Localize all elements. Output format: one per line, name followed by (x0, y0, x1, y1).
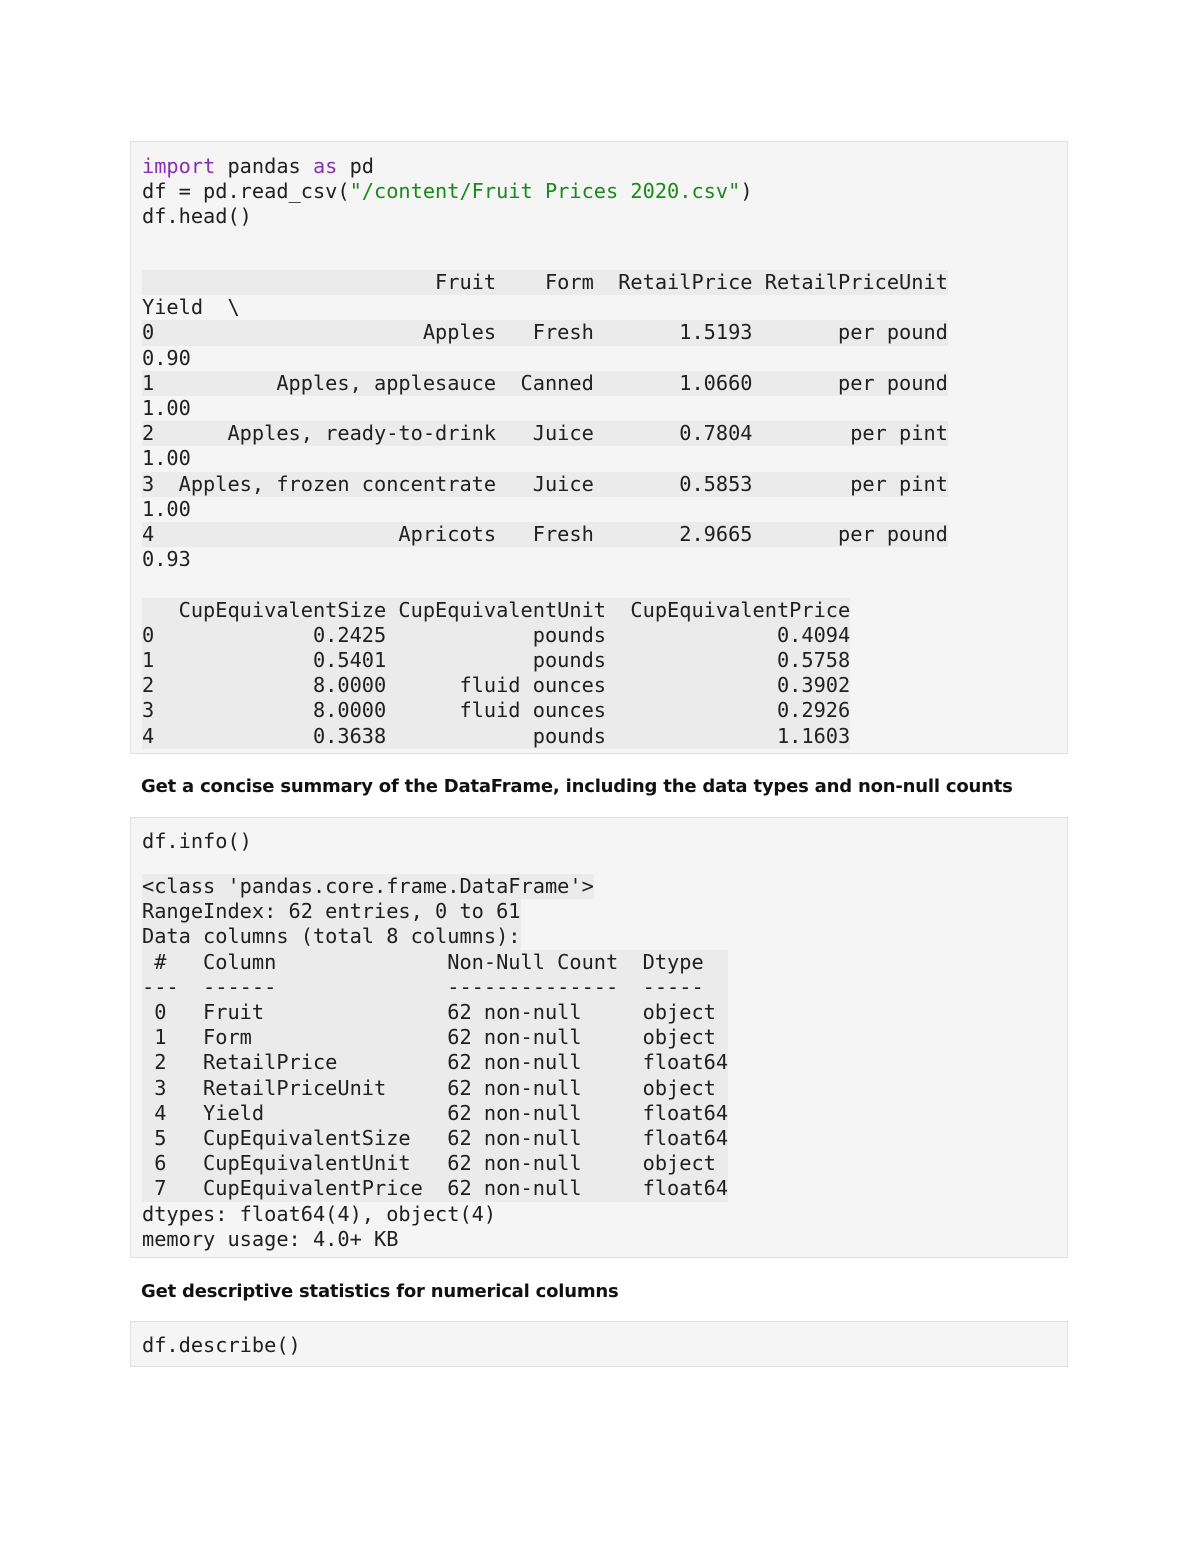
output-line: memory usage: 4.0+ KB (142, 1226, 399, 1251)
output-line: 3 RetailPriceUnit 62 non-null object (142, 1075, 729, 1100)
output-line: 1.00 (142, 396, 191, 421)
code-cell-head[interactable] (130, 141, 1068, 754)
output-line: Yield \ (142, 295, 240, 320)
output-line: Data columns (total 8 columns): (142, 924, 521, 949)
output-line: 0 0.2425 pounds 0.4094 (142, 622, 851, 647)
output-line: 1.00 (142, 446, 191, 471)
code-input-describe[interactable] (142, 1333, 301, 1358)
output-line: 4 Apricots Fresh 2.9665 per pound (142, 522, 948, 547)
code-token: pandas (215, 154, 313, 178)
output-line: # Column Non-Null Count Dtype (142, 949, 729, 974)
code-input-head[interactable] (142, 154, 753, 230)
output-line: 3 Apples, frozen concentrate Juice 0.5853 per pint (142, 471, 948, 496)
code-line: df.info() (142, 829, 252, 853)
code-token: ) (740, 179, 753, 204)
output-line: 2 8.0000 fluid ounces 0.3902 (142, 673, 851, 698)
output-head (142, 270, 948, 749)
markdown-heading-describe: Get descriptive statistics for numerical columns (141, 1281, 619, 1302)
markdown-heading-info: Get a concise summary of the DataFrame, including the data types and non-null counts (141, 776, 1013, 797)
output-line: dtypes: float64(4), object(4) (142, 1201, 497, 1226)
output-line: 2 Apples, ready-to-drink Juice 0.7804 per pint (142, 421, 948, 446)
output-line: <class 'pandas.core.frame.DataFrame'> (142, 874, 594, 898)
output-info (142, 874, 728, 1252)
output-line (142, 572, 948, 597)
keyword-import: import (142, 154, 216, 178)
output-line: 2 RetailPrice 62 non-null float64 (142, 1050, 729, 1075)
code-token: pd (337, 154, 375, 178)
output-line: 0 Fruit 62 non-null object (142, 1000, 729, 1025)
output-line: 0.93 (142, 547, 191, 572)
output-line: CupEquivalentSize CupEquivalentUnit CupEquivalentPrice (142, 597, 851, 622)
code-cell-describe[interactable] (130, 1321, 1068, 1367)
output-line: 1.00 (142, 496, 191, 521)
string-literal: "/content/Fruit Prices 2020.csv" (349, 179, 741, 204)
code-input-info[interactable] (142, 829, 252, 854)
output-line: --- ------ -------------- ----- (142, 974, 729, 999)
output-line: 0 Apples Fresh 1.5193 per pound (142, 320, 948, 345)
output-line: 1 Form 62 non-null object (142, 1025, 729, 1050)
output-line: 1 0.5401 pounds 0.5758 (142, 648, 851, 673)
code-line: df.describe() (142, 1333, 301, 1357)
output-line: 6 CupEquivalentUnit 62 non-null object (142, 1151, 729, 1176)
code-line: df.head() (142, 204, 252, 229)
output-line: Fruit Form RetailPrice RetailPriceUnit (142, 270, 948, 294)
code-cell-info[interactable] (130, 817, 1068, 1258)
keyword-as: as (312, 154, 338, 178)
output-line: 7 CupEquivalentPrice 62 non-null float64 (142, 1176, 729, 1201)
output-line: 0.90 (142, 345, 191, 370)
output-line: 5 CupEquivalentSize 62 non-null float64 (142, 1126, 729, 1151)
code-token: df = pd.read_csv( (142, 179, 350, 204)
output-line: 4 Yield 62 non-null float64 (142, 1100, 729, 1125)
output-line: RangeIndex: 62 entries, 0 to 61 (142, 899, 521, 924)
output-line: 3 8.0000 fluid ounces 0.2926 (142, 698, 851, 723)
output-line: 4 0.3638 pounds 1.1603 (142, 723, 851, 748)
output-line: 1 Apples, applesauce Canned 1.0660 per pound (142, 370, 948, 395)
